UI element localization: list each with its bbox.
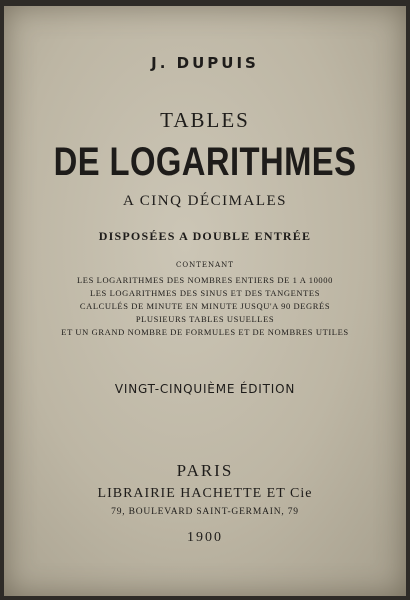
title-line-3: A CINQ DÉCIMALES <box>122 193 287 209</box>
title-page <box>4 6 406 596</box>
contents-list <box>4 274 406 339</box>
imprint-year: 1900 <box>187 530 223 545</box>
contents-item: PLUSIEURS TABLES USUELLES <box>135 314 275 324</box>
title-line-1: TABLES <box>160 108 250 132</box>
author-name: J. DUPUIS <box>151 54 259 72</box>
edition-label: VINGT-CINQUIÈME ÉDITION <box>114 382 296 396</box>
contents-heading: CONTENANT <box>176 261 234 269</box>
subtitle: DISPOSÉES A DOUBLE ENTRÉE <box>98 229 312 243</box>
contents-item: LES LOGARITHMES DES SINUS ET DES TANGENTES <box>89 288 321 298</box>
title-line-2: DE LOGARITHMES <box>53 140 357 184</box>
contents-item: ET UN GRAND NOMBRE DE FORMULES ET DE NOMBRES UTILES <box>61 327 349 337</box>
imprint-address: 79, BOULEVARD SAINT-GERMAIN, 79 <box>111 507 299 517</box>
imprint-city: PARIS <box>176 461 234 480</box>
contents-item: LES LOGARITHMES DES NOMBRES ENTIERS DE 1 A 10000 <box>77 275 333 285</box>
imprint-publisher: LIBRAIRIE HACHETTE ET Cie <box>97 486 313 501</box>
contents-item: CALCULÉS DE MINUTE EN MINUTE JUSQU'A 90 DEGRÉS <box>79 301 331 311</box>
